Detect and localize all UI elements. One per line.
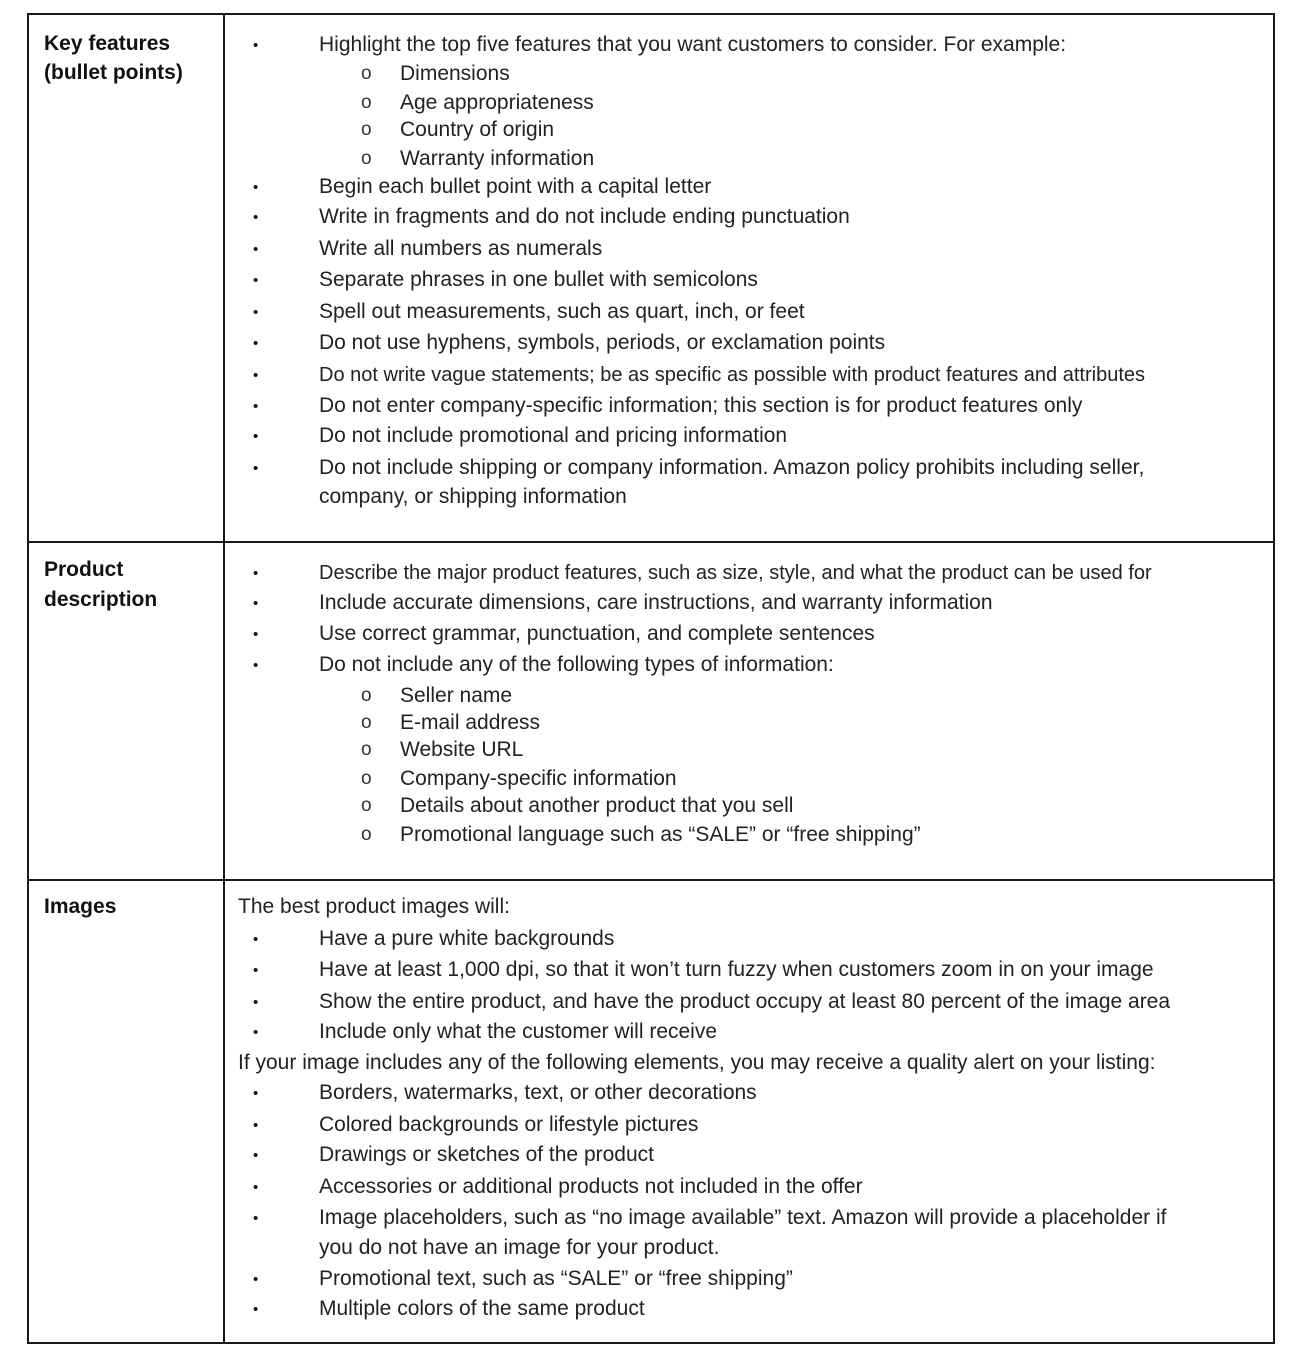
bullet-icon: • <box>253 335 259 352</box>
sub-bullet-icon: o <box>361 63 372 84</box>
sub-bullet-icon: o <box>361 148 372 169</box>
bullet-icon: • <box>253 398 259 415</box>
alert-bullet: Multiple colors of the same product <box>319 1297 645 1320</box>
key-feature-bullet: Write in fragments and do not include ending punctuation <box>319 205 850 228</box>
bullet-icon: • <box>253 1271 259 1288</box>
bullet-icon: • <box>253 626 259 643</box>
bullet-icon: • <box>253 37 259 54</box>
bullet-icon: • <box>253 565 259 582</box>
example-item: Country of origin <box>400 118 555 141</box>
example-item: Dimensions <box>400 62 510 85</box>
quality-alert-intro: If your image includes any of the following elements, you may receive a quality alert on your listing: <box>238 1051 1156 1074</box>
alert-bullet: Promotional text, such as “SALE” or “free shipping” <box>319 1267 793 1290</box>
best-image-bullet: Have at least 1,000 dpi, so that it won’t turn fuzzy when customers zoom in on your image <box>319 958 1154 981</box>
excluded-item: Website URL <box>400 738 524 761</box>
alert-bullet: Borders, watermarks, text, or other decorations <box>319 1081 757 1104</box>
bullet-icon: • <box>253 272 259 289</box>
bullet-icon: • <box>253 994 259 1011</box>
bullet-icon: • <box>253 1117 259 1134</box>
key-feature-bullet-line-2: company, or shipping information <box>319 485 627 508</box>
bullet-icon: • <box>253 367 259 384</box>
sub-bullet-icon: o <box>361 824 372 845</box>
best-image-bullet: Show the entire product, and have the product occupy at least 80 percent of the image area <box>319 990 1171 1013</box>
row-label-key-features: Key features <box>44 32 171 55</box>
key-feature-bullet: Begin each bullet point with a capital letter <box>319 175 712 198</box>
alert-bullet: Colored backgrounds or lifestyle pictures <box>319 1113 699 1136</box>
key-feature-bullet: Separate phrases in one bullet with semicolons <box>319 268 758 291</box>
best-image-bullet: Have a pure white backgrounds <box>319 927 615 950</box>
sub-bullet-icon: o <box>361 92 372 113</box>
row-label-key-features-sub: (bullet points) <box>44 61 183 84</box>
sub-bullet-icon: o <box>361 768 372 789</box>
sub-bullet-icon: o <box>361 739 372 760</box>
bullet-icon: • <box>253 304 259 321</box>
bullet-icon: • <box>253 962 259 979</box>
example-item: Warranty information <box>400 147 595 170</box>
row-divider-2 <box>29 879 1273 881</box>
description-bullet: Include accurate dimensions, care instructions, and warranty information <box>319 591 993 614</box>
bullet-icon: • <box>253 241 259 258</box>
row-label-product-description-sub: description <box>44 588 158 611</box>
bullet-icon: • <box>253 1085 259 1102</box>
bullet-icon: • <box>253 1301 259 1318</box>
description-bullet: Use correct grammar, punctuation, and complete sentences <box>319 622 875 645</box>
images-intro: The best product images will: <box>238 895 510 918</box>
best-image-bullet: Include only what the customer will receive <box>319 1020 718 1043</box>
bullet-icon: • <box>253 428 259 445</box>
alert-bullet: Accessories or additional products not included in the offer <box>319 1175 863 1198</box>
alert-bullet-line-2: you do not have an image for your product. <box>319 1236 720 1259</box>
excluded-item: E-mail address <box>400 711 541 734</box>
excluded-item: Promotional language such as “SALE” or “free shipping” <box>400 823 921 846</box>
bullet-icon: • <box>253 657 259 674</box>
bullet-icon: • <box>253 931 259 948</box>
row-label-images: Images <box>44 895 117 918</box>
excluded-item: Seller name <box>400 684 513 707</box>
sub-bullet-icon: o <box>361 685 372 706</box>
key-feature-bullet: Do not use hyphens, symbols, periods, or exclamation points <box>319 331 886 354</box>
key-feature-bullet: Spell out measurements, such as quart, inch, or feet <box>319 300 805 323</box>
excluded-item: Company-specific information <box>400 767 677 790</box>
bullet-icon: • <box>253 1179 259 1196</box>
alert-bullet: Drawings or sketches of the product <box>319 1143 654 1166</box>
sub-bullet-icon: o <box>361 119 372 140</box>
sub-bullet-icon: o <box>361 712 372 733</box>
key-feature-bullet: Do not include promotional and pricing information <box>319 424 788 447</box>
row-divider-1 <box>29 541 1273 543</box>
bullet-icon: • <box>253 1147 259 1164</box>
description-bullet: Describe the major product features, such as size, style, and what the product can be used for <box>319 562 1152 584</box>
key-feature-bullet: Do not write vague statements; be as specific as possible with product features and attributes <box>319 364 1145 386</box>
bullet-icon: • <box>253 1210 259 1227</box>
bullet-icon: • <box>253 595 259 612</box>
key-feature-bullet: Do not enter company-specific information; this section is for product features only <box>319 394 1083 417</box>
bullet-icon: • <box>253 209 259 226</box>
excluded-item: Details about another product that you sell <box>400 794 794 817</box>
column-divider <box>223 15 225 1342</box>
description-bullet: Do not include any of the following types of information: <box>319 653 834 676</box>
sub-bullet-icon: o <box>361 795 372 816</box>
alert-bullet-line-1: Image placeholders, such as “no image available” text. Amazon will provide a placeholder if <box>319 1206 1167 1229</box>
row-label-product-description: Product <box>44 558 124 581</box>
key-features-intro: Highlight the top five features that you want customers to consider. For example: <box>319 33 1067 56</box>
key-feature-bullet: Write all numbers as numerals <box>319 237 603 260</box>
key-feature-bullet-line-1: Do not include shipping or company information. Amazon policy prohibits including seller, <box>319 456 1145 479</box>
example-item: Age appropriateness <box>400 91 594 114</box>
bullet-icon: • <box>253 1024 259 1041</box>
bullet-icon: • <box>253 179 259 196</box>
bullet-icon: • <box>253 460 259 477</box>
